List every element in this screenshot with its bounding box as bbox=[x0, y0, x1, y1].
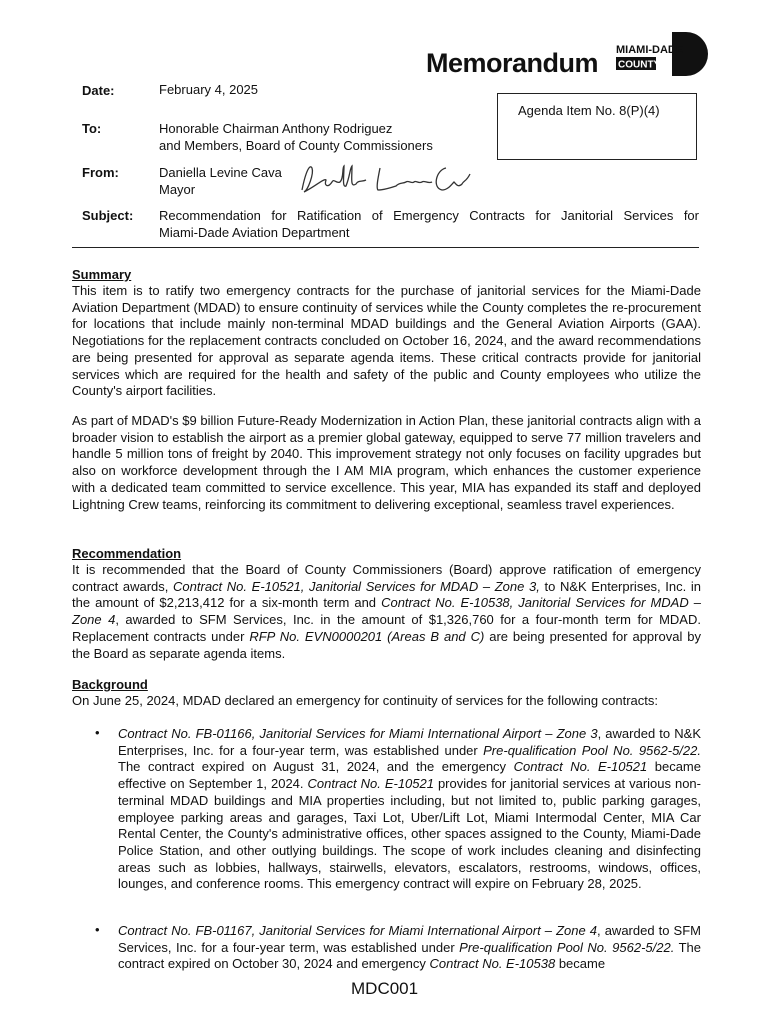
background-intro: On June 25, 2024, MDAD declared an emergency for continuity of services for the following contracts: bbox=[72, 693, 659, 708]
subject-line2: Miami-Dade Aviation Department bbox=[159, 225, 350, 240]
date-label: Date: bbox=[82, 83, 115, 98]
subject-label: Subject: bbox=[82, 208, 134, 223]
memo-title: Memorandum bbox=[426, 48, 599, 78]
to-line1: Honorable Chairman Anthony Rodriguez bbox=[159, 121, 393, 136]
signature bbox=[296, 160, 476, 200]
from-value bbox=[159, 164, 282, 198]
subject-line1: Recommendation for Ratification of Emergency Contracts for Janitorial Services for bbox=[159, 208, 699, 223]
agenda-item-number: Agenda Item No. 8(P)(4) bbox=[518, 103, 660, 118]
background-heading: Background bbox=[72, 677, 148, 692]
summary-heading: Summary bbox=[72, 267, 132, 282]
recommendation-paragraph: It is recommended that the Board of County Commissioners (Board) approve ratification of emergency contract awards, Contract No. E-10521, Janitorial Services for MDAD – Zone 3, to N&K Enterprises, Inc. in the amount of $2,213,412 for a six-month term and Contract No. E-10538, Janitorial Services for MDAD – Zone 4, awarded to SFM Services, Inc. in the amount of $1,326,760 for a four-month term for MDAD. Replacement contracts under RFP No. EVN0000201 (Areas B and C) are being presented for approval by the Board as separate agenda items. bbox=[72, 562, 701, 661]
header-divider bbox=[72, 247, 699, 248]
bullet-1-marker: • bbox=[95, 725, 100, 740]
from-line1: Daniella Levine Cava bbox=[159, 165, 282, 180]
miami-dade-county-logo bbox=[614, 30, 710, 78]
bullet-2-text: Contract No. FB-01167, Janitorial Services for Miami International Airport – Zone 4, awarded to SFM Services, Inc. for a four-year term, was established under Pre-qualification Pool No. 9562-5/22. The contract expired on October 30, 2024 and emergency Contract No. E-10538 became bbox=[118, 923, 702, 972]
to-value bbox=[159, 120, 433, 154]
logo-text-line1: MIAMI-DADE bbox=[616, 44, 684, 56]
page-code: MDC001 bbox=[351, 979, 419, 998]
date-value: February 4, 2025 bbox=[159, 82, 259, 97]
agenda-item-box bbox=[497, 93, 697, 160]
to-label: To: bbox=[82, 121, 102, 136]
summary-paragraph-1: This item is to ratify two emergency contracts for the purchase of janitorial services for the Miami-Dade Aviation Department (MDAD) to ensure continuity of services while the County completes the re-procurement for locations that include mainly non-terminal MDAD buildings and the General Aviation Airports (GAA). Negotiations for the replacement contracts concluded on October 16, 2024, and the award recommendations are being presented for approval as separate agenda items. These critical contracts provide for janitorial services which are required for the health and safety of the public and County employees who utilize the County's airport facilities. bbox=[72, 283, 701, 399]
subject-value bbox=[159, 207, 699, 241]
logo-text-line2: COUNTY bbox=[618, 59, 661, 71]
bullet-1-text: Contract No. FB-01166, Janitorial Services for Miami International Airport – Zone 3, awarded to N&K Enterprises, Inc. for a four-year term, was established under Pre-qualification Pool No. 9562-5/22. The contract expired on August 31, 2024, and the emergency Contract No. E-10521 became effective on September 1, 2024. Contract No. E-10521 provides for janitorial services at various non-terminal MDAD buildings and MIA properties including, but not limited to, public parking garages, employee parking areas and garages, Taxi Lot, Uber/Lift Lot, Miami Intermodal Center, MIA Car Rental Center, the County's administrative offices, other spaces assigned to the County, Miami-Dade Police Station, and other outlying buildings. The scope of work includes cleaning and disinfecting areas such as lobbies, hallways, stairwells, elevators, escalators, restrooms, windows, offices, lounges, and conference rooms. This emergency contract will expire on February 28, 2025. bbox=[118, 726, 701, 892]
summary-paragraph-2: As part of MDAD's $9 billion Future-Ready Modernization in Action Plan, these janitorial contracts align with a broader vision to establish the airport as a premier global gateway, equipped to serve 77 million travelers and handle 5 million tons of freight by 2040. This improvement strategy not only focuses on facility upgrades but also on workforce development through the I AM MIA program, which enhances the customer experience with a dedicated team committed to service excellence. This year, MIA has expanded its staff and deployed Lightning Crew teams, reinforcing its commitment to delivering exceptional, seamless travel experiences. bbox=[72, 413, 701, 512]
recommendation-heading: Recommendation bbox=[72, 546, 182, 561]
to-line2: and Members, Board of County Commissioners bbox=[159, 138, 433, 153]
bullet-2-marker: • bbox=[95, 922, 100, 937]
from-line2: Mayor bbox=[159, 182, 196, 197]
from-label: From: bbox=[82, 165, 119, 180]
